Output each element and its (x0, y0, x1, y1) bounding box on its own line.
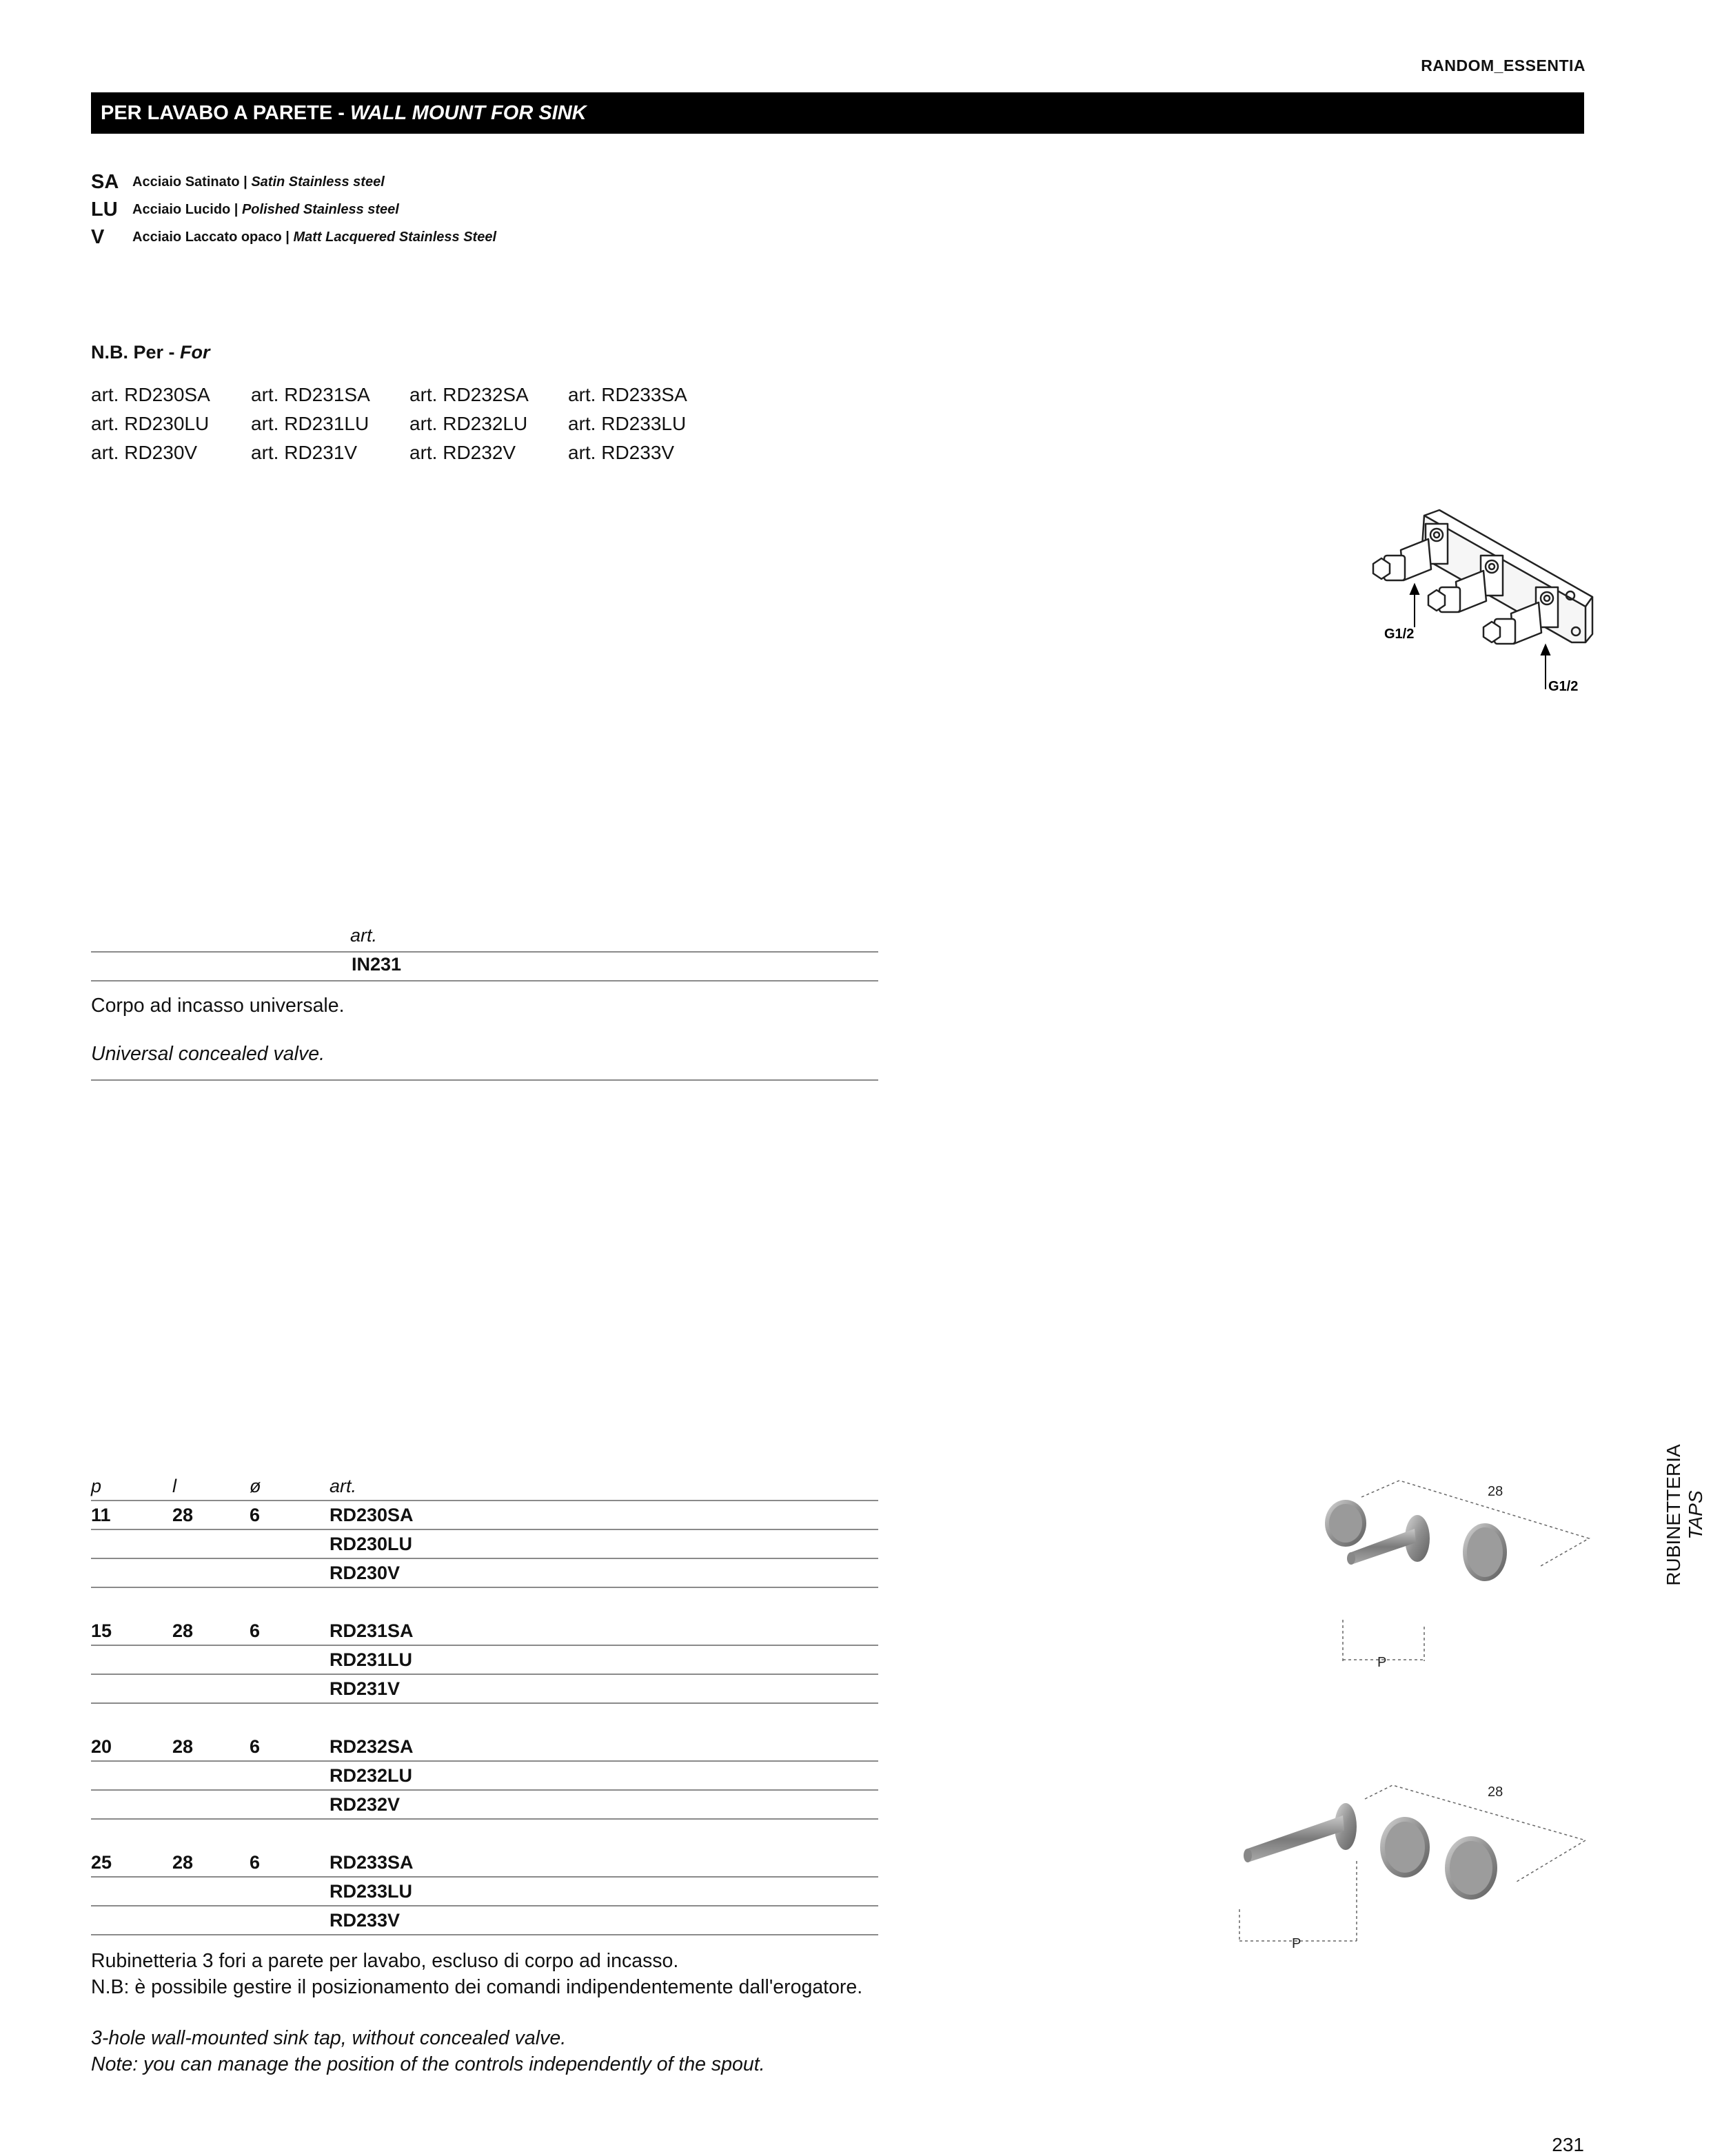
table-row (91, 1762, 878, 1789)
nb-title-it: N.B. Per - (91, 342, 181, 363)
table-row (91, 1617, 878, 1645)
valve-thread-label: G1/2 (1548, 679, 1579, 694)
banner-separator: - (332, 102, 350, 124)
side-label-en: TAPS (1685, 1490, 1706, 1540)
nb-article: art. RD230LU (91, 413, 210, 434)
page-number: 231 (1552, 2134, 1584, 2155)
nb-article: art. RD232V (409, 442, 516, 463)
table-row (91, 1906, 878, 1934)
nb-article: art. RD230V (91, 442, 198, 463)
finish-desc-it: Acciaio Lucido (132, 201, 231, 217)
finish-desc-it: Acciaio Laccato opaco (132, 229, 282, 245)
col-l-header: l (172, 1476, 176, 1496)
cell-p: 11 (91, 1505, 111, 1525)
valve-art-code: IN231 (352, 954, 402, 975)
table-row (91, 1878, 878, 1905)
cell-art: RD231SA (330, 1620, 414, 1641)
tap-drawing-spout-left (1296, 1475, 1599, 1682)
table-row (91, 1791, 878, 1818)
concealed-valve-diagram (1365, 496, 1599, 703)
nb-article: art. RD233SA (568, 384, 687, 405)
finish-code: V (91, 225, 105, 248)
cell-p: 15 (91, 1620, 112, 1641)
nb-article: art. RD231SA (251, 384, 370, 405)
tap-projection-label: P (1377, 1655, 1387, 1670)
cell-art: RD233SA (330, 1852, 414, 1873)
finish-desc-it: Acciaio Satinato (132, 174, 240, 190)
nb-article: art. RD232SA (409, 384, 529, 405)
taps-description-it (91, 1948, 862, 2000)
nb-article: art. RD232LU (409, 413, 528, 434)
col-p-header: p (91, 1476, 102, 1496)
nb-article: art. RD231LU (251, 413, 369, 434)
divider (91, 1079, 878, 1081)
taps-desc-en-line: 3-hole wall-mounted sink tap, without concealed valve. (91, 2027, 567, 2049)
finish-code: SA (91, 170, 119, 193)
finish-code: LU (91, 198, 118, 221)
taps-desc-it-line: Rubinetteria 3 fori a parete per lavabo, escluso di corpo ad incasso. (91, 1950, 679, 1972)
cell-art: RD232V (330, 1794, 401, 1815)
divider (91, 1818, 878, 1820)
divider (91, 1934, 878, 1935)
divider (91, 980, 878, 982)
finish-row (91, 196, 496, 223)
cell-l: 28 (172, 1505, 194, 1525)
nb-title (91, 342, 210, 363)
table-row (91, 1733, 878, 1760)
table-row (91, 1675, 878, 1702)
table-row (91, 1559, 878, 1587)
banner-title-en: WALL MOUNT FOR SINK (350, 102, 587, 124)
tap-dimension-label: 28 (1488, 1484, 1503, 1499)
nb-article: art. RD230SA (91, 384, 210, 405)
valve-art-header: art. (350, 925, 378, 946)
table-row (91, 1646, 878, 1674)
nb-article-grid (91, 383, 727, 465)
banner-title-it: PER LAVABO A PARETE (101, 102, 333, 124)
cell-art: RD231V (330, 1678, 401, 1699)
finish-description: Acciaio Lucido | Polished Stainless steel (132, 201, 399, 217)
valve-description-it: Corpo ad incasso universale. (91, 995, 345, 1017)
table-row (91, 1849, 878, 1876)
finish-desc-en: Matt Lacquered Stainless Steel (293, 229, 497, 245)
series-name: RANDOM_ESSENTIA (1421, 57, 1586, 74)
nb-article: art. RD231V (251, 442, 358, 463)
tap-drawing-spout-right (1227, 1771, 1599, 1964)
tap-projection-label: P (1292, 1936, 1301, 1951)
col-diameter-header: ø (250, 1476, 261, 1496)
finish-legend (91, 168, 496, 251)
valve-description-en: Universal concealed valve. (91, 1043, 325, 1065)
taps-desc-it-line: N.B: è possibile gestire il posizionamento dei comandi indipendentemente dall'erogatore. (91, 1976, 863, 1998)
divider (91, 1587, 878, 1588)
section-banner (91, 92, 1584, 134)
cell-diameter: 6 (250, 1505, 261, 1525)
divider (91, 951, 878, 953)
table-header (91, 1472, 878, 1500)
tap-dimension-label: 28 (1488, 1784, 1503, 1800)
cell-l: 28 (172, 1736, 194, 1757)
cell-diameter: 6 (250, 1620, 261, 1641)
side-label-it: RUBINETTERIA (1663, 1444, 1684, 1586)
nb-article: art. RD233V (568, 442, 675, 463)
finish-row (91, 223, 496, 251)
cell-art: RD233LU (330, 1881, 413, 1902)
col-art-header: art. (330, 1476, 357, 1496)
section-side-label (1643, 1439, 1722, 1591)
cell-art: RD230V (330, 1563, 401, 1583)
cell-p: 20 (91, 1736, 112, 1757)
cell-art: RD231LU (330, 1649, 413, 1670)
cell-l: 28 (172, 1620, 194, 1641)
cell-art: RD230SA (330, 1505, 414, 1525)
cell-l: 28 (172, 1852, 194, 1873)
nb-title-en: For (180, 342, 210, 363)
side-label-text (1663, 1444, 1707, 1585)
finish-description: Acciaio Laccato opaco | Matt Lacquered Stainless Steel (132, 229, 497, 245)
finish-desc-en: Satin Stainless steel (251, 174, 385, 190)
nb-article: art. RD233LU (568, 413, 687, 434)
cell-diameter: 6 (250, 1852, 261, 1873)
finish-row (91, 168, 496, 196)
cell-art: RD232LU (330, 1765, 413, 1786)
cell-p: 25 (91, 1852, 112, 1873)
divider (91, 1702, 878, 1704)
table-row (91, 1530, 878, 1558)
finish-description: Acciaio Satinato | Satin Stainless steel (132, 174, 385, 190)
cell-art: RD232SA (330, 1736, 414, 1757)
cell-art: RD233V (330, 1910, 401, 1931)
taps-description-en (91, 2025, 765, 2077)
cell-diameter: 6 (250, 1736, 261, 1757)
valve-thread-label: G1/2 (1384, 627, 1415, 642)
finish-desc-en: Polished Stainless steel (241, 201, 399, 217)
table-row (91, 1501, 878, 1529)
taps-desc-en-line: Note: you can manage the position of the controls independently of the spout. (91, 2053, 765, 2075)
cell-art: RD230LU (330, 1534, 413, 1554)
